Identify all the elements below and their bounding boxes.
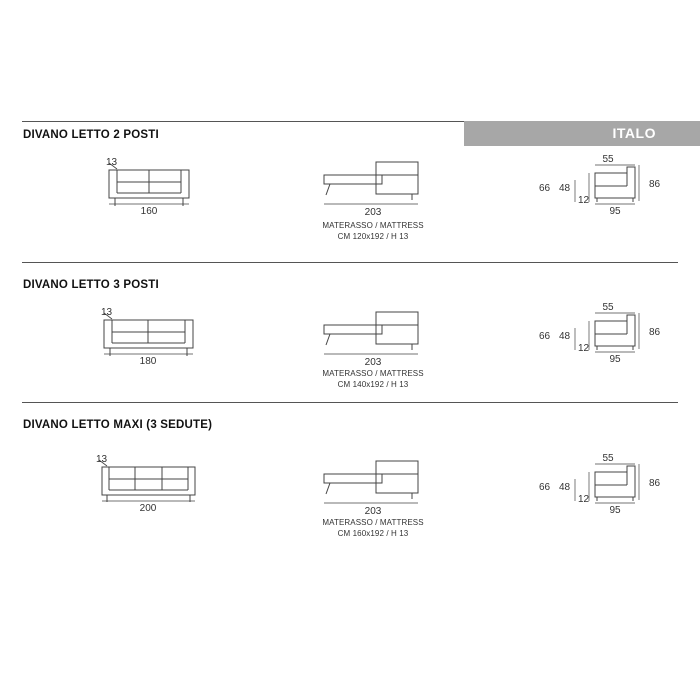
bed-length-dimension: 203 — [364, 357, 382, 368]
mattress-note — [303, 368, 443, 390]
section-3-posti — [0, 262, 700, 402]
mattress-label: MATERASSO / MATTRESS — [322, 518, 424, 527]
seat-height-dimension: 48 — [559, 482, 571, 493]
section-title: DIVANO LETTO 3 POSTI — [23, 279, 159, 291]
depth-dimension: 95 — [609, 354, 621, 365]
depth-dimension: 95 — [609, 206, 621, 217]
height-dimension: 86 — [649, 327, 661, 338]
depth-dimension: 95 — [609, 505, 621, 516]
section-maxi — [0, 402, 700, 542]
section-title: DIVANO LETTO 2 POSTI — [23, 129, 159, 141]
mattress-size: CM 140x192 / H 13 — [337, 380, 409, 389]
height-dimension: 86 — [649, 478, 661, 489]
brand-label: ITALO — [612, 125, 656, 141]
leg-height-dimension: 12 — [578, 494, 590, 505]
seat-height-dimension: 48 — [559, 183, 571, 194]
front-view-diagram — [100, 155, 200, 215]
seat-depth-dimension: 55 — [602, 453, 614, 464]
mattress-label: MATERASSO / MATTRESS — [322, 369, 424, 378]
height-dimension: 86 — [649, 179, 661, 190]
bed-length-dimension: 203 — [364, 506, 382, 517]
front-view-diagram — [95, 305, 205, 365]
bed-open-diagram — [320, 310, 430, 368]
mattress-note — [303, 220, 443, 242]
width-dimension: 200 — [139, 503, 157, 514]
seat-height-dimension: 48 — [559, 331, 571, 342]
section-2-posti — [0, 120, 700, 260]
section-title: DIVANO LETTO MAXI (3 SEDUTE) — [23, 419, 213, 431]
width-dimension: 180 — [139, 356, 157, 367]
bed-length-dimension: 203 — [364, 207, 382, 218]
seat-depth-dimension: 55 — [602, 302, 614, 313]
side-profile-diagram — [535, 298, 675, 363]
side-profile-diagram — [535, 150, 675, 215]
leg-height-dimension: 12 — [578, 195, 590, 206]
arm-height-dimension: 66 — [539, 331, 551, 342]
armrest-dimension: 13 — [106, 157, 118, 168]
side-profile-diagram — [535, 449, 675, 514]
armrest-dimension: 13 — [101, 307, 113, 318]
arm-height-dimension: 66 — [539, 183, 551, 194]
armrest-dimension: 13 — [96, 454, 108, 465]
mattress-size: CM 120x192 / H 13 — [337, 232, 409, 241]
leg-height-dimension: 12 — [578, 343, 590, 354]
mattress-note — [303, 517, 443, 539]
mattress-size: CM 160x192 / H 13 — [337, 529, 409, 538]
arm-height-dimension: 66 — [539, 482, 551, 493]
front-view-diagram — [90, 452, 210, 512]
bed-open-diagram — [320, 160, 430, 218]
bed-open-diagram — [320, 459, 430, 517]
seat-depth-dimension: 55 — [602, 154, 614, 165]
width-dimension: 160 — [140, 206, 158, 217]
mattress-label: MATERASSO / MATTRESS — [322, 221, 424, 230]
